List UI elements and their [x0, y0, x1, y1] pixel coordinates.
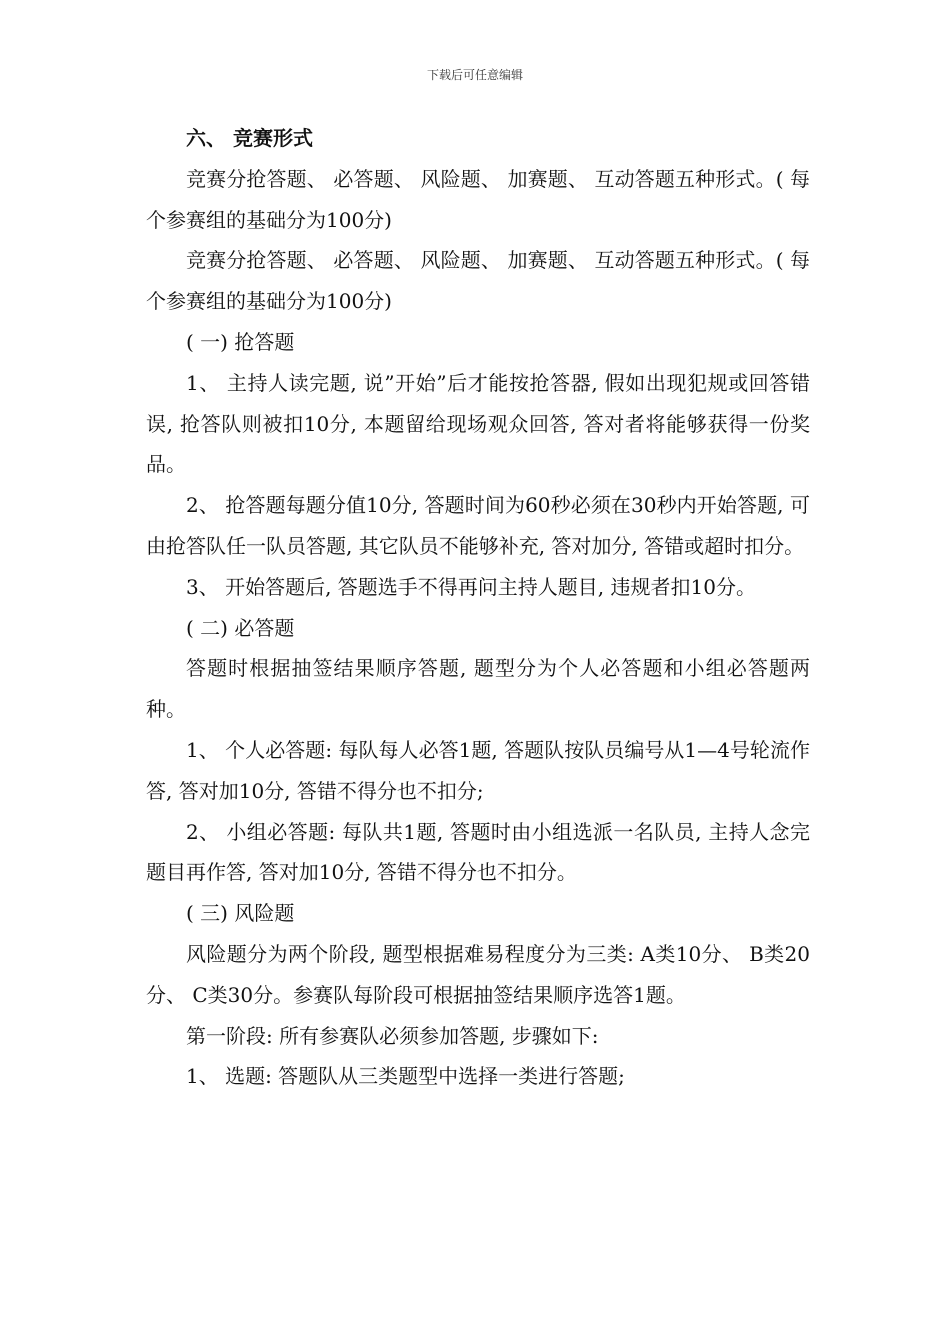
- paragraph: 竞赛分抢答题、 必答题、 风险题、 加赛题、 互动答题五种形式。( 每个参赛组的基础分为100分): [146, 166, 810, 232]
- paragraph: 1、 选题: 答题队从三类题型中选择一类进行答题;: [186, 1064, 625, 1089]
- paragraph: 3、 开始答题后, 答题选手不得再问主持人题目, 违规者扣10分。: [186, 574, 756, 599]
- section-heading: 六、 竞赛形式: [186, 126, 313, 150]
- document-body: [146, 118, 810, 1097]
- paragraph: 1、 主持人读完题, 说”开始”后才能按抢答器, 假如出现犯规或回答错误, 抢答队则被扣10分, 本题留给现场观众回答, 答对者将能够获得一份奖品。: [146, 370, 810, 477]
- paragraph: 1、 个人必答题: 每队每人必答1题, 答题队按队员编号从1—4号轮流作答, 答对加10分, 答错不得分也不扣分;: [146, 737, 810, 803]
- paragraph: 2、 小组必答题: 每队共1题, 答题时由小组选派一名队员, 主持人念完题目再作答, 答对加10分, 答错不得分也不扣分。: [146, 819, 810, 885]
- paragraph: 2、 抢答题每题分值10分, 答题时间为60秒必须在30秒内开始答题, 可由抢答队任一队员答题, 其它队员不能够补充, 答对加分, 答错或超时扣分。: [146, 493, 810, 558]
- subsection-heading: ( 二) 必答题: [186, 615, 295, 640]
- subsection-heading: ( 三) 风险题: [186, 901, 295, 926]
- paragraph: 答题时根据抽签结果顺序答题, 题型分为个人必答题和小组必答题两种。: [146, 656, 810, 722]
- page-header: 下载后可任意编辑: [426, 68, 523, 82]
- paragraph: 风险题分为两个阶段, 题型根据难易程度分为三类: A类10分、 B类20分、 C类30分。参赛队每阶段可根据抽签结果顺序选答1题。: [146, 941, 810, 1007]
- subsection-heading: ( 一) 抢答题: [186, 329, 295, 354]
- paragraph: 竞赛分抢答题、 必答题、 风险题、 加赛题、 互动答题五种形式。( 每个参赛组的基础分为100分): [146, 248, 810, 314]
- paragraph: 第一阶段: 所有参赛队必须参加答题, 步骤如下:: [186, 1023, 599, 1048]
